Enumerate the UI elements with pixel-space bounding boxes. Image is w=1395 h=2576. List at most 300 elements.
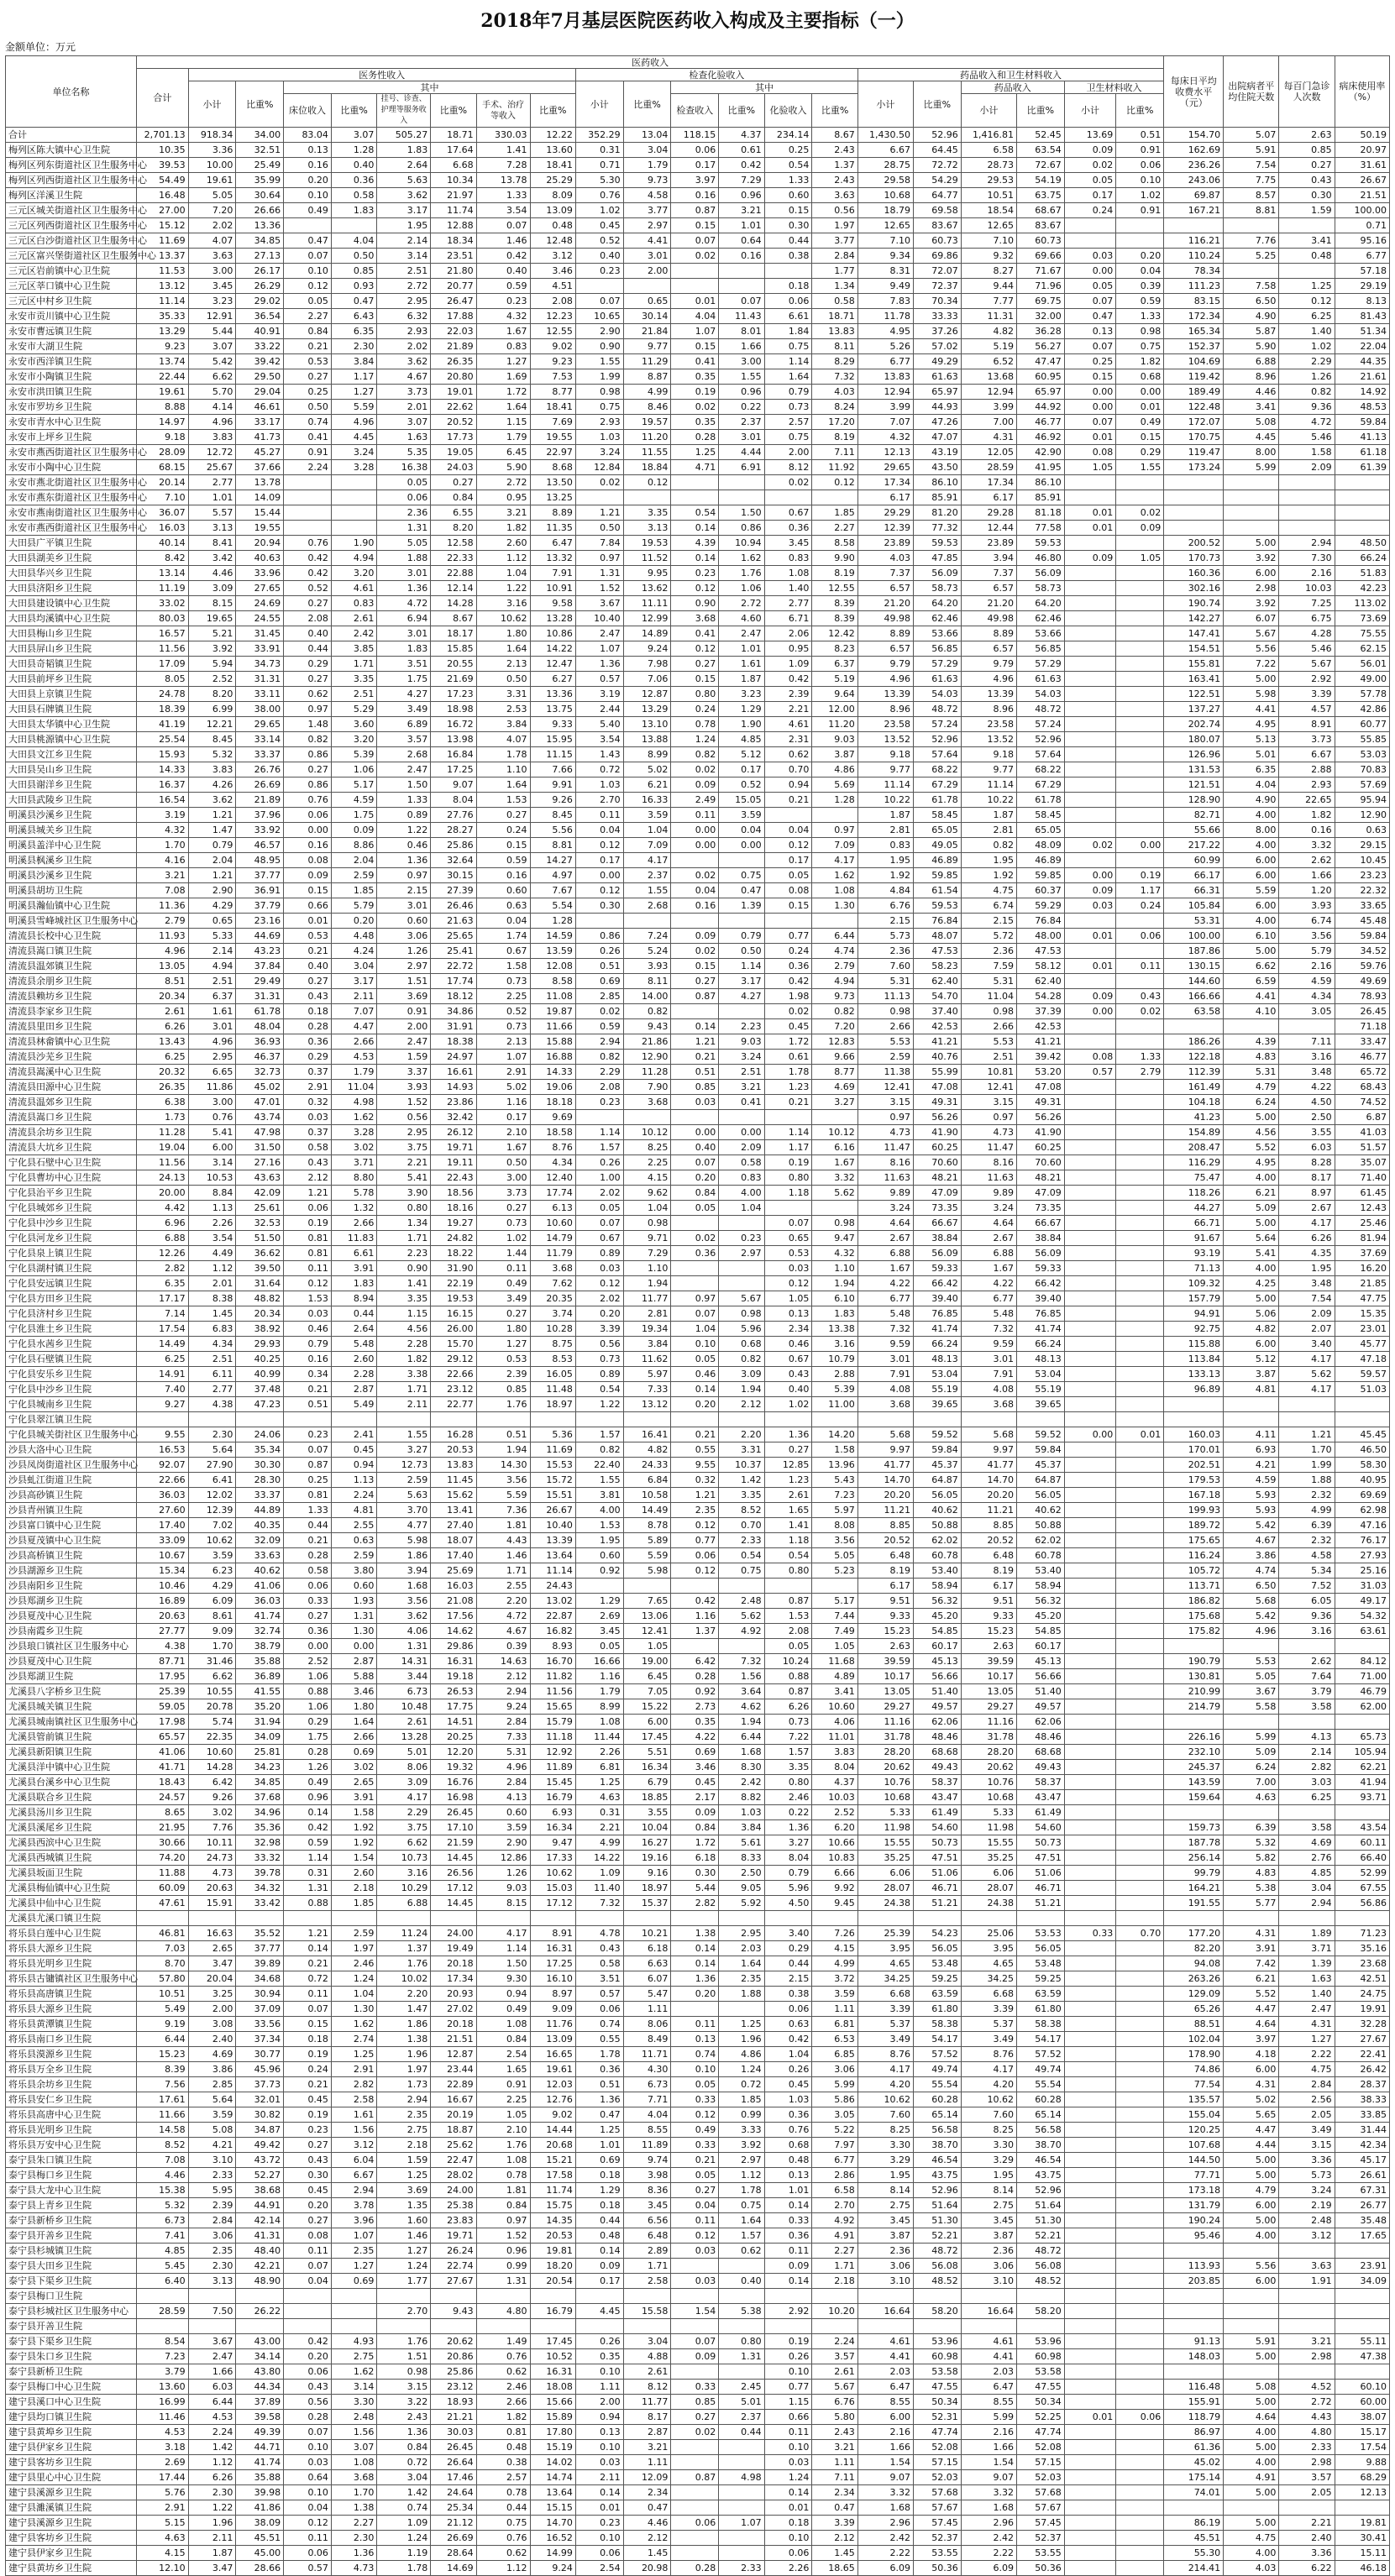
value-cell: 2.59 — [331, 1548, 376, 1563]
value-cell — [719, 1276, 764, 1291]
value-cell — [236, 1911, 284, 1926]
value-cell — [188, 2289, 236, 2304]
value-cell: 5.68 — [1224, 1594, 1279, 1609]
value-cell: 11.46 — [137, 2410, 189, 2425]
value-cell: 2.27 — [284, 309, 332, 324]
value-cell — [914, 1412, 962, 1427]
value-cell: 27.67 — [431, 2274, 476, 2289]
value-cell: 0.19 — [284, 2107, 332, 2123]
value-cell: 1.03 — [719, 1805, 764, 1820]
value-cell: 18.56 — [431, 1186, 476, 1201]
value-cell: 1.52 — [377, 1095, 431, 1110]
value-cell: 0.21 — [284, 944, 332, 959]
value-cell: 6.57 — [961, 581, 1016, 596]
value-cell: 352.29 — [575, 128, 623, 143]
value-cell: 4.39 — [1224, 1034, 1279, 1050]
value-cell: 36.07 — [137, 505, 189, 521]
value-cell: 2.00 — [575, 2395, 623, 2410]
value-cell: 5.77 — [1224, 1896, 1279, 1911]
value-cell: 0.23 — [284, 1427, 332, 1442]
value-cell: 2.42 — [961, 2531, 1016, 2546]
value-cell: 14.59 — [530, 929, 575, 944]
value-cell: 31.46 — [188, 1654, 236, 1669]
value-cell: 56.85 — [914, 641, 962, 657]
value-cell — [764, 914, 812, 929]
value-cell: 11.04 — [331, 1080, 376, 1095]
value-cell: 178.90 — [1164, 2047, 1224, 2062]
header-bed-usage: 病床使用率（%） — [1335, 56, 1389, 128]
value-cell — [1064, 233, 1116, 249]
value-cell: 26.17 — [236, 264, 284, 279]
value-cell: 187.78 — [1164, 1835, 1224, 1851]
value-cell: 58.37 — [914, 1775, 962, 1790]
value-cell: 1.83 — [331, 203, 376, 218]
table-row — [6, 1896, 1390, 1911]
value-cell: 2.08 — [575, 1080, 623, 1095]
value-cell: 0.53 — [764, 1246, 812, 1261]
value-cell: 1.04 — [671, 1322, 719, 1337]
value-cell: 0.27 — [284, 2138, 332, 2153]
table-row — [6, 898, 1390, 914]
value-cell: 51.06 — [1017, 1866, 1065, 1881]
value-cell: 4.61 — [331, 581, 376, 596]
value-cell: 1.26 — [377, 944, 431, 959]
value-cell: 6.57 — [857, 641, 913, 657]
value-cell — [812, 490, 857, 505]
value-cell: 17.34 — [961, 475, 1016, 490]
value-cell: 0.09 — [1064, 551, 1116, 566]
value-cell: 6.40 — [137, 2274, 189, 2289]
value-cell: 0.11 — [284, 2244, 332, 2259]
value-cell: 31.31 — [236, 672, 284, 687]
value-cell: 6.62 — [188, 369, 236, 385]
value-cell: 1.05 — [1116, 551, 1164, 566]
value-cell: 3.49 — [961, 2032, 1016, 2047]
value-cell: 25.46 — [1335, 1216, 1389, 1231]
value-cell: 33.02 — [137, 596, 189, 611]
value-cell: 47.47 — [1017, 354, 1065, 369]
value-cell — [857, 1412, 913, 1427]
value-cell: 4.57 — [1279, 702, 1335, 717]
value-cell — [1064, 2334, 1116, 2349]
value-cell — [1064, 2168, 1116, 2183]
value-cell: 14.99 — [530, 2546, 575, 2561]
value-cell: 3.14 — [377, 249, 431, 264]
value-cell: 9.18 — [137, 430, 189, 445]
value-cell: 3.15 — [857, 1095, 913, 1110]
value-cell: 4.65 — [857, 1956, 913, 1971]
value-cell: 2.16 — [961, 2425, 1016, 2440]
value-cell: 7.91 — [530, 566, 575, 581]
value-cell: 30.41 — [1335, 2531, 1389, 2546]
value-cell: 55.54 — [1017, 2077, 1065, 2092]
value-cell: 56.09 — [914, 1246, 962, 1261]
value-cell: 1.22 — [476, 581, 530, 596]
value-cell — [671, 2002, 719, 2017]
value-cell: 2.37 — [719, 415, 764, 430]
value-cell — [1116, 823, 1164, 838]
value-cell — [1335, 2500, 1389, 2516]
value-cell: 4.89 — [812, 1669, 857, 1684]
value-cell: 0.09 — [671, 1805, 719, 1820]
value-cell: 30.64 — [236, 188, 284, 203]
value-cell: 1.01 — [188, 490, 236, 505]
value-cell: 3.21 — [476, 505, 530, 521]
value-cell: 0.29 — [764, 1941, 812, 1956]
value-cell: 1.38 — [671, 1926, 719, 1941]
value-cell — [1164, 2304, 1224, 2319]
table-row — [6, 2062, 1390, 2077]
value-cell: 48.52 — [1017, 2274, 1065, 2289]
value-cell: 16.64 — [961, 2304, 1016, 2319]
value-cell: 0.82 — [575, 1442, 623, 1458]
value-cell: 4.47 — [1224, 2123, 1279, 2138]
value-cell: 17.40 — [137, 1518, 189, 1533]
value-cell: 6.94 — [377, 611, 431, 626]
value-cell: 18.17 — [431, 626, 476, 641]
value-cell: 29.65 — [857, 460, 913, 475]
value-cell: 30.66 — [137, 1835, 189, 1851]
value-cell: 4.81 — [331, 1503, 376, 1518]
value-cell: 0.05 — [575, 1201, 623, 1216]
value-cell — [1064, 762, 1116, 778]
value-cell — [1116, 1881, 1164, 1896]
value-cell: 11.14 — [137, 294, 189, 309]
value-cell: 13.74 — [137, 354, 189, 369]
value-cell: 1.55 — [719, 369, 764, 385]
value-cell: 0.87 — [671, 203, 719, 218]
table-row — [6, 1548, 1390, 1563]
value-cell — [1064, 1911, 1116, 1926]
value-cell: 94.91 — [1164, 1306, 1224, 1322]
unit-name-cell: 将乐县余坊乡卫生院 — [6, 2077, 137, 2092]
value-cell: 2.33 — [719, 2561, 764, 2576]
value-cell: 48.72 — [1017, 702, 1065, 717]
value-cell: 6.16 — [812, 1140, 857, 1155]
value-cell: 14.45 — [431, 1896, 476, 1911]
value-cell: 0.36 — [284, 1624, 332, 1639]
value-cell: 0.11 — [671, 2213, 719, 2228]
value-cell: 0.88 — [764, 1669, 812, 1684]
value-cell: 2.40 — [188, 2032, 236, 2047]
value-cell: 20.53 — [530, 2228, 575, 2244]
value-cell: 5.95 — [188, 2183, 236, 2198]
value-cell: 0.50 — [719, 944, 764, 959]
value-cell: 18.84 — [623, 460, 671, 475]
value-cell: 172.07 — [1164, 415, 1224, 430]
value-cell: 2.59 — [857, 1050, 913, 1065]
value-cell: 5.44 — [671, 1881, 719, 1896]
value-cell: 0.32 — [284, 1095, 332, 1110]
value-cell: 15.55 — [961, 1835, 1016, 1851]
value-cell — [1064, 1034, 1116, 1050]
value-cell: 83.15 — [1164, 294, 1224, 309]
value-cell: 0.03 — [671, 2244, 719, 2259]
value-cell: 12.41 — [961, 1080, 1016, 1095]
value-cell: 2.85 — [188, 2077, 236, 2092]
value-cell: 11.63 — [961, 1170, 1016, 1186]
value-cell: 5.67 — [719, 1291, 764, 1306]
value-cell: 1.03 — [575, 778, 623, 793]
value-cell: 15.45 — [530, 1775, 575, 1790]
value-cell: 2.40 — [1279, 2531, 1335, 2546]
value-cell: 9.97 — [961, 1442, 1016, 1458]
value-cell: 47.51 — [914, 1851, 962, 1866]
value-cell: 55.85 — [1335, 732, 1389, 747]
value-cell: 0.03 — [575, 2455, 623, 2470]
value-cell: 29.53 — [961, 173, 1016, 188]
value-cell: 61.39 — [1335, 460, 1389, 475]
value-cell: 5.98 — [1224, 687, 1279, 702]
value-cell: 14.27 — [530, 853, 575, 868]
value-cell: 11.47 — [857, 1140, 913, 1155]
value-cell: 11.20 — [623, 430, 671, 445]
value-cell: 20.32 — [137, 1065, 189, 1080]
value-cell: 0.16 — [284, 838, 332, 853]
value-cell: 52.96 — [914, 2183, 962, 2198]
value-cell: 8.06 — [377, 1760, 431, 1775]
value-cell: 1.97 — [812, 218, 857, 233]
value-cell: 189.49 — [1164, 385, 1224, 400]
value-cell: 2.22 — [961, 2546, 1016, 2561]
value-cell — [1116, 1186, 1164, 1201]
value-cell: 38.09 — [236, 2516, 284, 2531]
value-cell: 2.24 — [188, 2425, 236, 2440]
value-cell: 16.63 — [188, 1926, 236, 1941]
value-cell: 0.67 — [476, 944, 530, 959]
value-cell: 0.62 — [476, 2364, 530, 2380]
value-cell: 0.80 — [764, 1563, 812, 1579]
value-cell — [1224, 264, 1279, 279]
value-cell: 46.89 — [1017, 853, 1065, 868]
value-cell: 17.33 — [530, 1851, 575, 1866]
value-cell: 15.11 — [1335, 2546, 1389, 2561]
value-cell — [1064, 1095, 1116, 1110]
value-cell — [1116, 1971, 1164, 1987]
value-cell: 7.06 — [623, 672, 671, 687]
value-cell: 15.89 — [530, 2410, 575, 2425]
value-cell: 0.97 — [284, 702, 332, 717]
table-row — [6, 2440, 1390, 2455]
value-cell — [623, 279, 671, 294]
value-cell: 1.09 — [764, 657, 812, 672]
value-cell: 10.66 — [812, 1835, 857, 1851]
value-cell: 2.20 — [719, 1427, 764, 1442]
value-cell: 2.69 — [575, 1609, 623, 1624]
value-cell: 2.67 — [961, 1231, 1016, 1246]
value-cell: 0.27 — [284, 672, 332, 687]
value-cell: 1.53 — [284, 1291, 332, 1306]
value-cell: 1.04 — [623, 1201, 671, 1216]
value-cell: 10.60 — [812, 1699, 857, 1715]
value-cell: 12.14 — [431, 581, 476, 596]
value-cell: 1.75 — [284, 1730, 332, 1745]
value-cell: 1.37 — [671, 1624, 719, 1639]
value-cell: 3.21 — [623, 2440, 671, 2455]
value-cell — [1064, 2183, 1116, 2198]
value-cell: 175.65 — [1164, 1533, 1224, 1548]
value-cell: 3.58 — [1279, 1820, 1335, 1835]
value-cell: 2.28 — [331, 1367, 376, 1382]
value-cell: 3.45 — [857, 2213, 913, 2228]
value-cell: 4.15 — [137, 2546, 189, 2561]
value-cell — [1064, 778, 1116, 793]
value-cell: 4.45 — [1224, 430, 1279, 445]
value-cell: 54.60 — [914, 1820, 962, 1835]
value-cell — [431, 2289, 476, 2304]
value-cell: 2.63 — [857, 1639, 913, 1654]
value-cell — [1279, 490, 1335, 505]
value-cell: 11.35 — [530, 521, 575, 536]
value-cell: 41.03 — [1335, 1125, 1389, 1140]
value-cell: 9.16 — [623, 1866, 671, 1881]
value-cell: 130.15 — [1164, 959, 1224, 974]
value-cell: 3.02 — [331, 1760, 376, 1775]
value-cell: 34.25 — [857, 1971, 913, 1987]
value-cell: 0.28 — [284, 1745, 332, 1760]
value-cell: 11.69 — [137, 233, 189, 249]
value-cell: 0.46 — [377, 838, 431, 853]
value-cell: 81.18 — [1017, 505, 1065, 521]
value-cell: 26.24 — [431, 2244, 476, 2259]
unit-name-cell: 永安市西洋镇卫生院 — [6, 354, 137, 369]
value-cell: 2.52 — [812, 1805, 857, 1820]
value-cell: 1.39 — [719, 898, 764, 914]
value-cell: 0.28 — [671, 430, 719, 445]
value-cell: 6.87 — [1335, 1110, 1389, 1125]
value-cell: 1.54 — [857, 2455, 913, 2470]
value-cell: 0.00 — [1064, 264, 1116, 279]
unit-name-cell: 宁化县城关街社区卫生服务中心 — [6, 1427, 137, 1442]
value-cell: 0.44 — [719, 2425, 764, 2440]
value-cell: 10.68 — [857, 1790, 913, 1805]
value-cell — [1116, 1473, 1164, 1488]
value-cell: 1.39 — [1279, 1956, 1335, 1971]
value-cell: 3.68 — [623, 1095, 671, 1110]
value-cell: 92.75 — [1164, 1322, 1224, 1337]
value-cell — [1116, 2107, 1164, 2123]
value-cell: 3.57 — [812, 2349, 857, 2364]
value-cell: 26.67 — [530, 1503, 575, 1518]
value-cell: 1.84 — [764, 324, 812, 339]
value-cell: 1.27 — [1279, 2032, 1335, 2047]
value-cell: 50.73 — [914, 1835, 962, 1851]
value-cell: 9.27 — [137, 1397, 189, 1412]
value-cell: 0.52 — [575, 233, 623, 249]
value-cell: 43.63 — [236, 1170, 284, 1186]
value-cell: 49.57 — [914, 1699, 962, 1715]
value-cell: 3.59 — [188, 1548, 236, 1563]
value-cell: 6.61 — [331, 1246, 376, 1261]
value-cell: 4.17 — [1279, 1352, 1335, 1367]
value-cell: 39.65 — [914, 1397, 962, 1412]
value-cell: 12.84 — [575, 460, 623, 475]
value-cell: 9.43 — [431, 2304, 476, 2319]
value-cell: 7.60 — [857, 2107, 913, 2123]
unit-name-cell: 宁化县方田乡卫生院 — [6, 1291, 137, 1306]
value-cell: 0.07 — [671, 1155, 719, 1170]
value-cell — [1064, 2319, 1116, 2334]
value-cell — [1164, 2500, 1224, 2516]
value-cell: 4.32 — [812, 1246, 857, 1261]
value-cell: 0.18 — [764, 279, 812, 294]
value-cell: 19.61 — [137, 385, 189, 400]
value-cell: 18.22 — [431, 1246, 476, 1261]
value-cell: 0.52 — [476, 1004, 530, 1019]
value-cell: 32.28 — [1335, 2017, 1389, 2032]
value-cell: 33.47 — [1335, 1034, 1389, 1050]
value-cell: 0.75 — [476, 2516, 530, 2531]
value-cell: 1.07 — [575, 641, 623, 657]
value-cell — [671, 2485, 719, 2500]
value-cell: 3.97 — [671, 173, 719, 188]
value-cell: 6.81 — [812, 2017, 857, 2032]
value-cell: 5.53 — [961, 1034, 1016, 1050]
value-cell: 6.96 — [137, 1216, 189, 1231]
value-cell: 1.66 — [961, 2440, 1016, 2455]
value-cell: 57.29 — [1017, 657, 1065, 672]
value-cell: 9.66 — [812, 1050, 857, 1065]
value-cell: 0.02 — [671, 1231, 719, 1246]
value-cell — [623, 490, 671, 505]
value-cell: 2.90 — [575, 324, 623, 339]
value-cell — [1116, 581, 1164, 596]
value-cell: 5.02 — [476, 1080, 530, 1095]
value-cell: 5.17 — [812, 1594, 857, 1609]
value-cell: 0.84 — [671, 1820, 719, 1835]
value-cell: 6.83 — [188, 1322, 236, 1337]
value-cell: 0.57 — [575, 1987, 623, 2002]
value-cell: 0.70 — [1116, 1926, 1164, 1941]
value-cell: 8.96 — [961, 702, 1016, 717]
value-cell: 3.07 — [188, 339, 236, 354]
value-cell — [1064, 1699, 1116, 1715]
value-cell: 0.12 — [671, 641, 719, 657]
value-cell: 208.47 — [1164, 1140, 1224, 1155]
value-cell: 5.99 — [961, 2410, 1016, 2425]
value-cell — [1064, 536, 1116, 551]
value-cell: 1.55 — [377, 1427, 431, 1442]
value-cell: 1.57 — [575, 1427, 623, 1442]
value-cell: 22.32 — [1335, 883, 1389, 898]
value-cell: 44.92 — [1017, 400, 1065, 415]
value-cell: 2.35 — [188, 2244, 236, 2259]
unit-name-cell: 尤溪县中仙中心卫生院 — [6, 1896, 137, 1911]
value-cell — [671, 1911, 719, 1926]
value-cell: 13.43 — [137, 1034, 189, 1050]
value-cell: 4.75 — [961, 883, 1016, 898]
value-cell: 0.15 — [476, 838, 530, 853]
value-cell — [1116, 1684, 1164, 1699]
unit-name-cell: 沙县南阳乡卫生院 — [6, 1579, 137, 1594]
value-cell: 3.32 — [961, 2485, 1016, 2500]
table-row — [6, 1458, 1390, 1473]
value-cell: 2.50 — [1279, 1110, 1335, 1125]
unit-name-cell: 清流县沙芜乡卫生院 — [6, 1050, 137, 1065]
value-cell: 0.27 — [431, 475, 476, 490]
value-cell: 16.41 — [623, 1427, 671, 1442]
value-cell: 0.69 — [331, 2274, 376, 2289]
value-cell: 3.07 — [331, 128, 376, 143]
value-cell — [1064, 1548, 1116, 1563]
value-cell: 4.06 — [377, 1624, 431, 1639]
value-cell — [1116, 2546, 1164, 2561]
value-cell: 56.85 — [1017, 641, 1065, 657]
value-cell: 4.53 — [188, 2410, 236, 2425]
value-cell: 58.94 — [1017, 1579, 1065, 1594]
value-cell — [671, 2259, 719, 2274]
table-row — [6, 2002, 1390, 2017]
